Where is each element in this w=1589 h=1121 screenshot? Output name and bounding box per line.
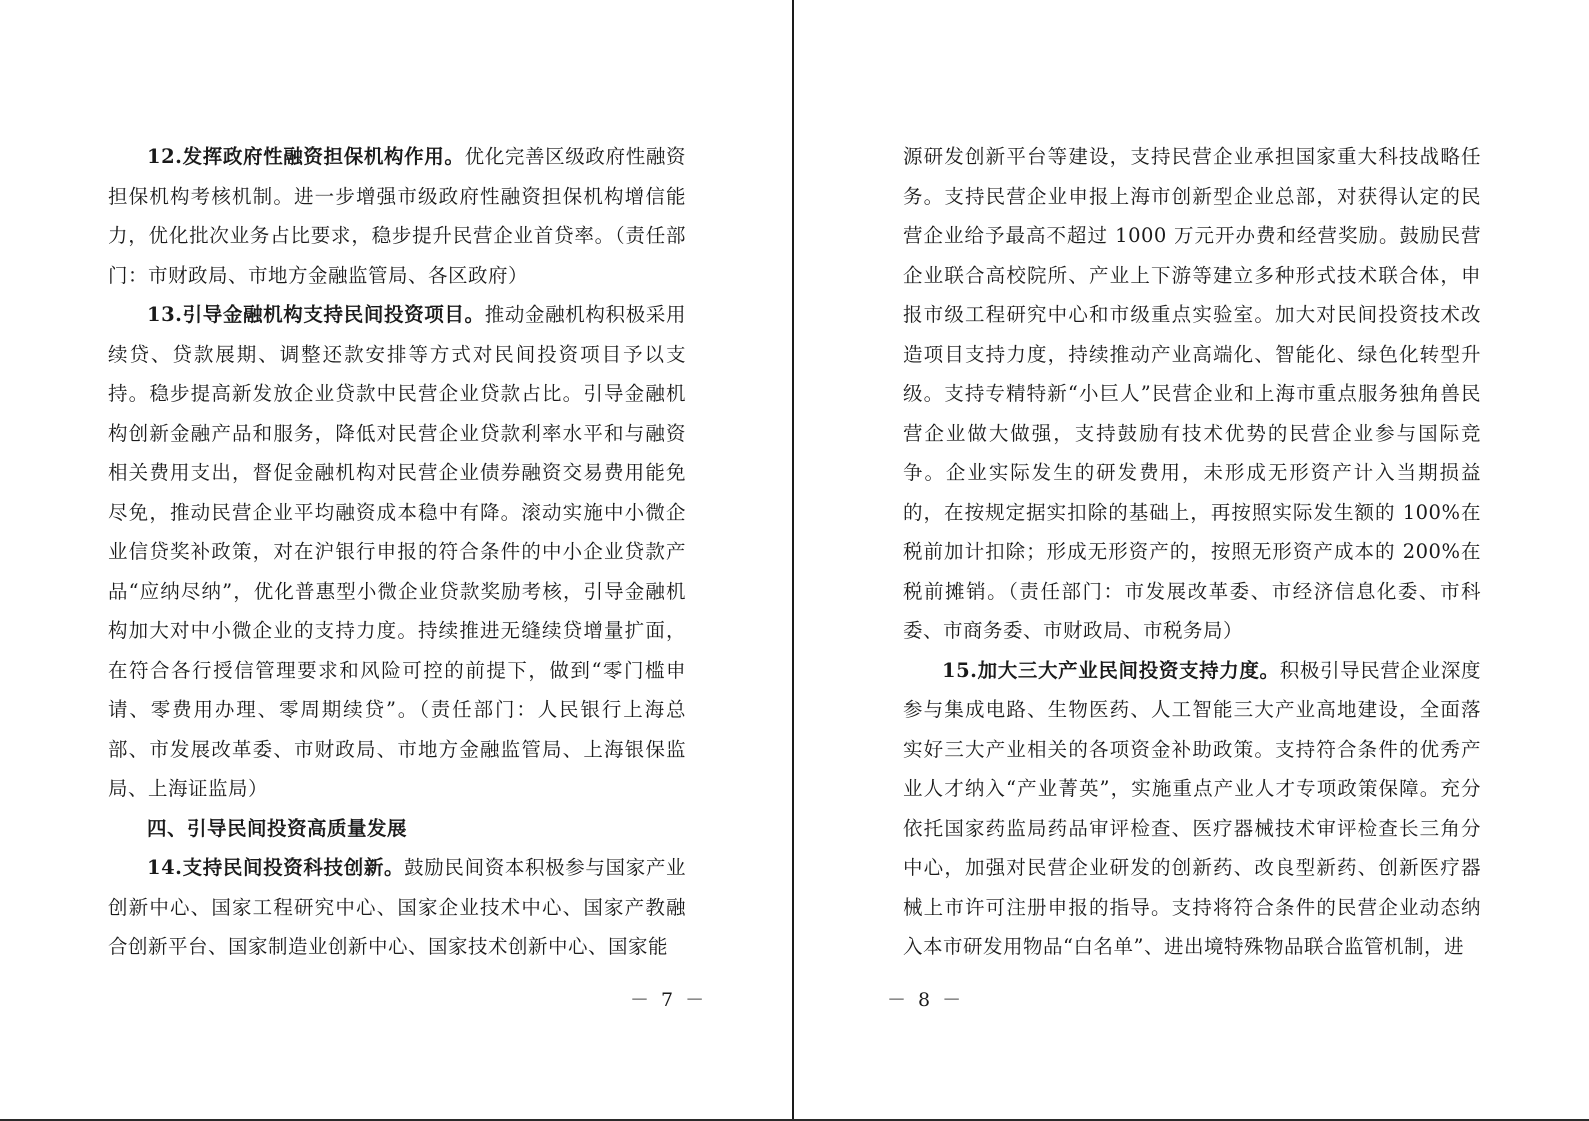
section-heading: 四、引导民间投资高质量发展 [147,816,408,840]
paragraph-12-lead: 12.发挥政府性融资担保机构作用。 [147,145,465,168]
paragraph-15 [903,651,1481,967]
paragraph-14-lead: 14.支持民间投资科技创新。 [147,856,405,879]
paragraph-12-body: 优化完善区级政府性融资担保机构考核机制。进一步增强市级政府性融资担保机构增信能力，优化批次业务占比要求，稳步提升民营企业首贷率。（责任部门：市财政局、市地方金融监管局、各区政府） [108,145,686,287]
paragraph-14-body: 鼓励民间资本积极参与国家产业创新中心、国家工程研究中心、国家企业技术中心、国家产教融合创新平台、国家制造业创新中心、国家技术创新中心、国家能 [108,856,686,958]
paragraph-15-body: 积极引导民营企业深度参与集成电路、生物医药、人工智能三大产业高地建设，全面落实好三大产业相关的各项资金补助政策。支持符合条件的优秀产业人才纳入“产业菁英”，实施重点产业人才专项政策保障。充分依托国家药监局药品审评检查、医疗器械技术审评检查长三角分中心，加强对民营企业研发的创新药、改良型新药、创新医疗器械上市许可注册申报的指导。支持将符合条件的民营企业动态纳入本市研发用物品“白名单”、进出境特殊物品联合监管机制，进 [903,658,1481,958]
paragraph-13-lead: 13.引导金融机构支持民间投资项目。 [147,303,485,326]
page-number: － 7 － [630,989,708,1011]
paragraph-12 [108,137,686,295]
paragraph-14-continued: 源研发创新平台等建设，支持民营企业承担国家重大科技战略任务。支持民营企业申报上海市创新型企业总部，对获得认定的民营企业给予最高不超过 1000 万元开办费和经营奖励。鼓励民营企业联合高校院所、产业上下游等建立多种形式技术联合体，申报市级工程研究中心和市级重点实验室。加大对民间投资技术改造项目支持力度，持续推动产业高端化、智能化、绿色化转型升级。支持专精特新“小巨人”民营企业和上海市重点服务独角兽民营企业做大做强，支持鼓励有技术优势的民营企业参与国际竞争。企业实际发生的研发费用，未形成无形资产计入当期损益的，在按规定据实扣除的基础上，再按照实际发生额的 100%在税前加计扣除；形成无形资产的，按照无形资产成本的 200%在税前摊销。（责任部门：市发展改革委、市经济信息化委、市科委、市商务委、市财政局、市税务局） [903,145,1481,642]
paragraph-13 [108,295,686,809]
page-8 [795,0,1589,1121]
page-7 [0,0,793,1121]
paragraph-14 [108,848,686,967]
page-8-body [903,137,1481,967]
page-divider [792,0,794,1121]
page-7-body [108,137,686,967]
page-number: － 8 － [887,989,965,1011]
paragraph-13-body: 推动金融机构积极采用续贷、贷款展期、调整还款安排等方式对民间投资项目予以支持。稳步提高新发放企业贷款中民营企业贷款占比。引导金融机构创新金融产品和服务，降低对民营企业贷款利率水平和与融资相关费用支出，督促金融机构对民营企业债券融资交易费用能免尽免，推动民营企业平均融资成本稳中有降。滚动实施中小微企业信贷奖补政策，对在沪银行申报的符合条件的中小企业贷款产品“应纳尽纳”，优化普惠型小微企业贷款奖励考核，引导金融机构加大对中小微企业的支持力度。持续推进无缝续贷增量扩面，在符合各行授信管理要求和风险可控的前提下，做到“零门槛申请、零费用办理、零周期续贷”。（责任部门：人民银行上海总部、市发展改革委、市财政局、市地方金融监管局、上海银保监局、上海证监局） [108,303,686,800]
paragraph-15-lead: 15.加大三大产业民间投资支持力度。 [942,658,1280,682]
